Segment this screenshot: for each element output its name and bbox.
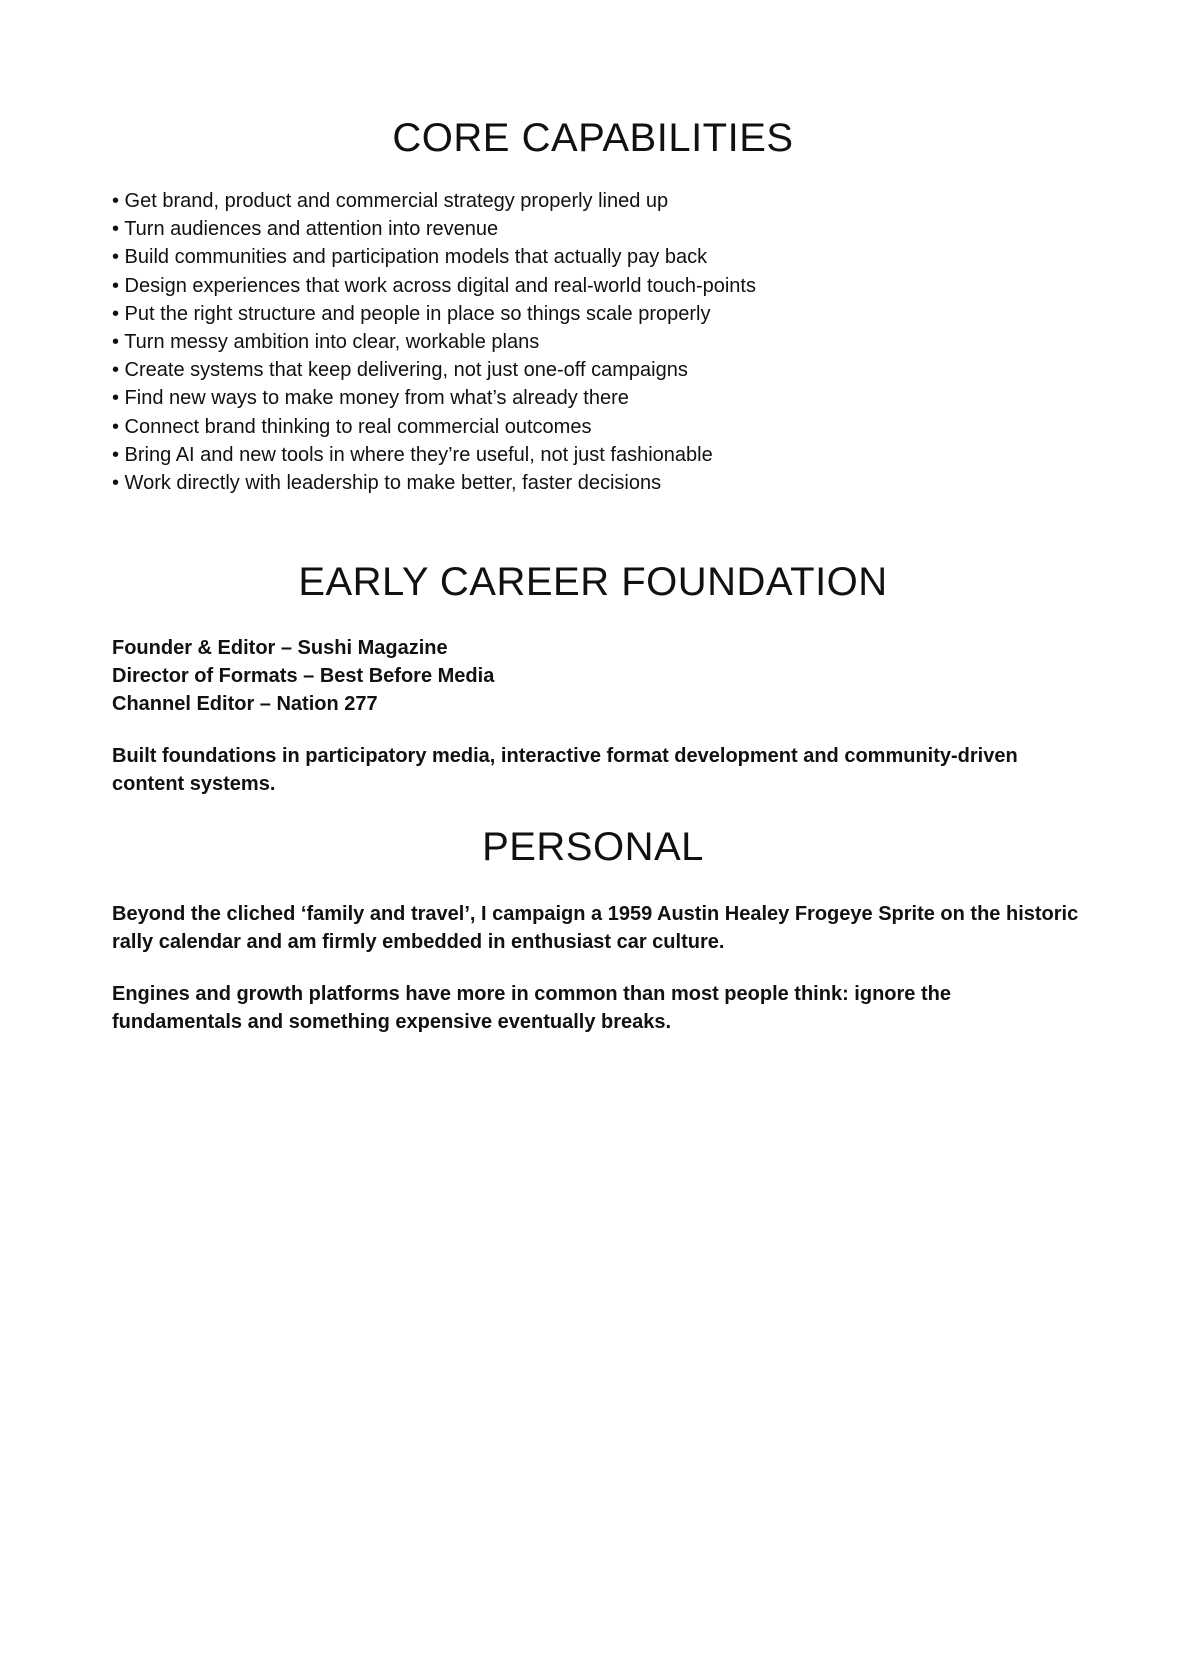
list-item: • Design experiences that work across digital and real-world touch-points bbox=[112, 274, 756, 297]
role-line: Channel Editor – Nation 277 bbox=[112, 693, 378, 716]
list-item: • Get brand, product and commercial strategy properly lined up bbox=[112, 190, 669, 212]
list-item: • Put the right structure and people in place so things scale properly bbox=[112, 302, 711, 325]
list-item: • Connect brand thinking to real commercial outcomes bbox=[112, 415, 592, 438]
list-item: • Find new ways to make money from what’s already there bbox=[112, 387, 629, 410]
early-career-summary: Built foundations in participatory media, interactive format development and community-driven content systems. bbox=[112, 745, 1018, 796]
list-item: • Create systems that keep delivering, not just one-off campaigns bbox=[112, 359, 688, 382]
role-line: Director of Formats – Best Before Media bbox=[112, 665, 495, 688]
list-item: • Turn messy ambition into clear, workable plans bbox=[112, 331, 540, 354]
personal-paragraph: Engines and growth platforms have more in common than most people think: ignore the fundamentals and something expensive eventually breaks. bbox=[112, 983, 951, 1034]
core-capabilities-heading: CORE CAPABILITIES bbox=[392, 116, 794, 160]
list-item: • Work directly with leadership to make better, faster decisions bbox=[112, 472, 662, 495]
personal-paragraph: Beyond the cliched ‘family and travel’, I campaign a 1959 Austin Healey Frogeye Sprite on the historic rally calendar and am firmly embedded in enthusiast car culture. bbox=[112, 903, 1079, 954]
list-item: • Bring AI and new tools in where they’re useful, not just fashionable bbox=[112, 443, 713, 466]
early-career-roles bbox=[112, 634, 1112, 719]
personal-heading: PERSONAL bbox=[482, 825, 704, 869]
list-item: • Build communities and participation models that actually pay back bbox=[112, 246, 708, 269]
core-capabilities-list bbox=[112, 187, 1112, 497]
early-career-heading: EARLY CAREER FOUNDATION bbox=[298, 560, 888, 604]
role-line: Founder & Editor – Sushi Magazine bbox=[112, 637, 448, 659]
list-item: • Turn audiences and attention into revenue bbox=[112, 218, 499, 241]
